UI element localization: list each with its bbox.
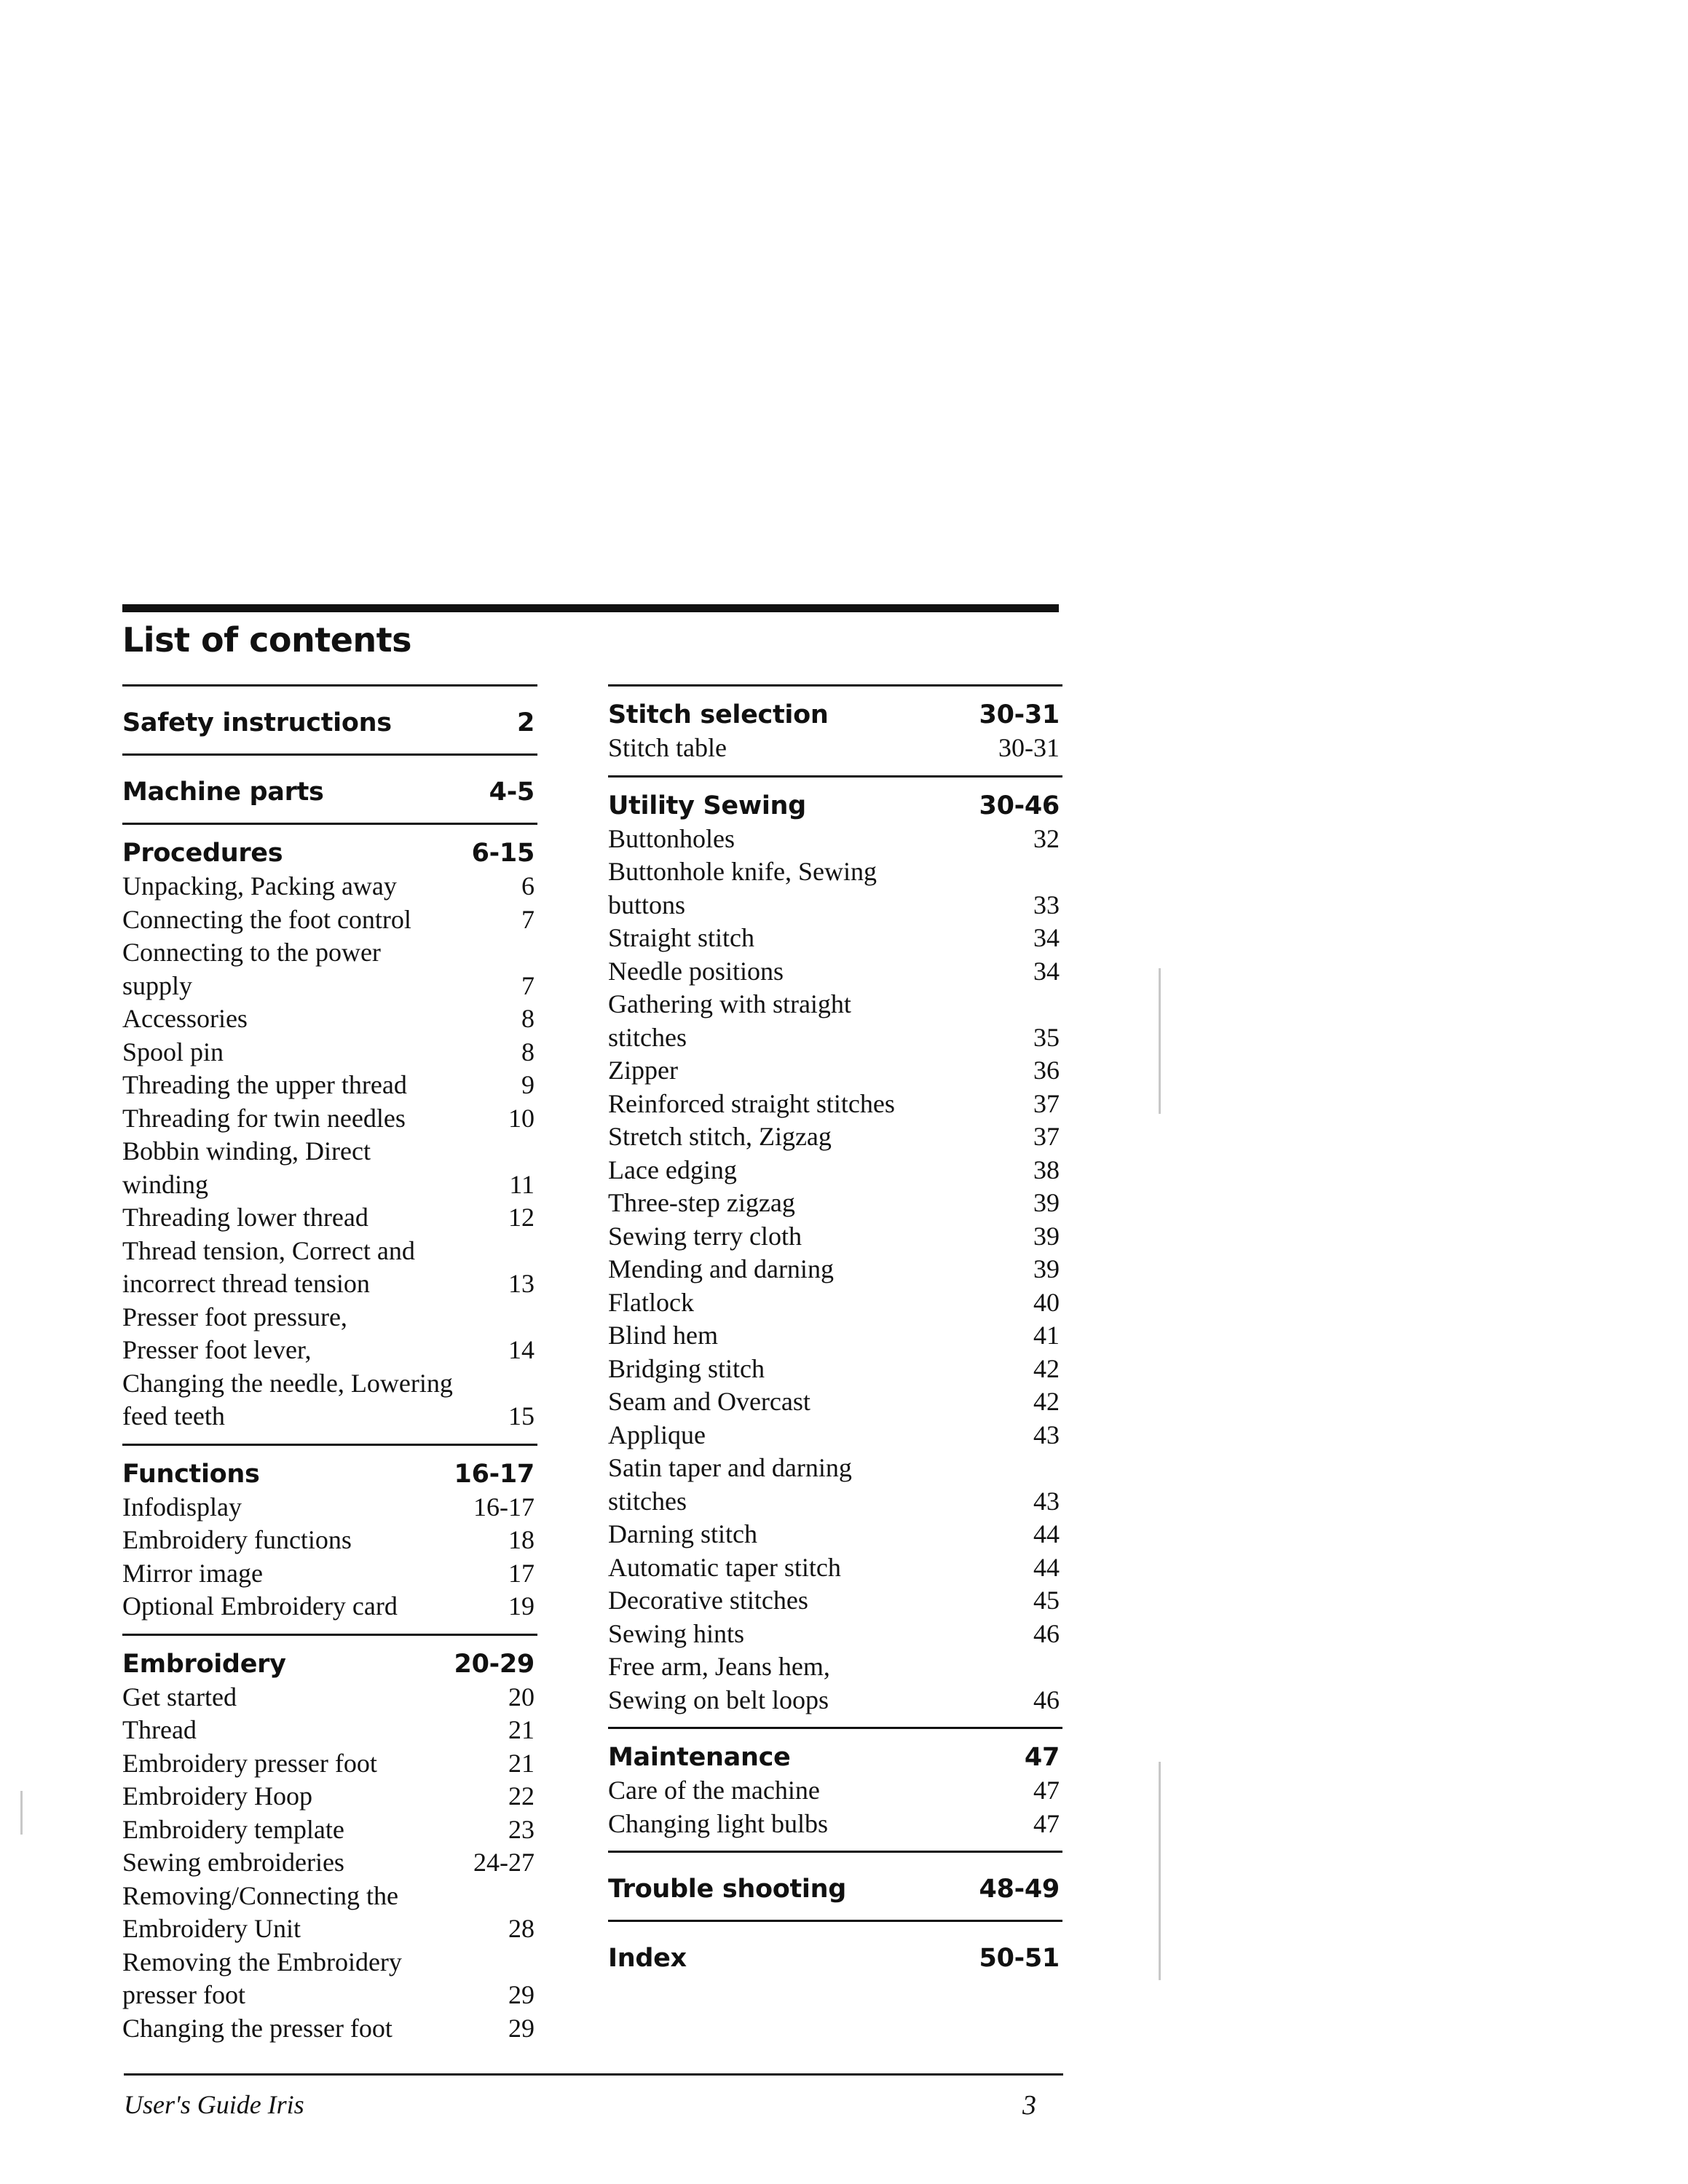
toc-entry	[608, 1452, 1062, 1518]
page-title: List of contents	[122, 620, 412, 660]
toc-section	[122, 1444, 537, 1634]
toc-entry	[122, 1201, 537, 1235]
entry-label: Buttonhole knife, Sewing buttons	[608, 857, 877, 919]
entry-page: 29	[508, 2013, 535, 2043]
toc-entry	[122, 1557, 537, 1591]
entry-page: 13	[508, 1269, 535, 1298]
toc-entry	[608, 1253, 1062, 1286]
section-entries	[608, 1774, 1062, 1851]
entry-page: 39	[1033, 1254, 1060, 1283]
toc-entry	[608, 1187, 1062, 1220]
entry-label: Bobbin winding, Direct winding	[122, 1136, 371, 1199]
entry-label: Embroidery Hoop	[122, 1781, 312, 1811]
entry-label: Changing the needle, Lowering feed teeth	[122, 1368, 453, 1431]
toc-entry	[122, 1590, 537, 1623]
left-contents-column	[122, 684, 537, 2055]
entry-page: 42	[1033, 1387, 1060, 1416]
toc-entry	[122, 1002, 537, 1036]
toc-entry	[608, 1353, 1062, 1386]
entry-label: Care of the machine	[608, 1776, 820, 1805]
entry-page: 32	[1033, 823, 1060, 853]
entry-page: 6	[521, 871, 535, 901]
entry-label: Sewing hints	[608, 1618, 745, 1648]
entry-label: Optional Embroidery card	[122, 1591, 398, 1621]
entry-page: 44	[1033, 1552, 1060, 1582]
entry-label: Accessories	[122, 1004, 248, 1033]
entry-label: Decorative stitches	[608, 1586, 808, 1615]
entry-page: 8	[521, 1004, 535, 1033]
entry-page: 37	[1033, 1122, 1060, 1151]
entry-page: 35	[1033, 1022, 1060, 1052]
section-heading	[608, 1922, 1062, 1980]
entry-page: 29	[508, 1980, 535, 2009]
entry-page: 21	[508, 1748, 535, 1778]
section-heading	[122, 1446, 537, 1491]
toc-section	[608, 775, 1062, 1728]
entry-label: Buttonholes	[608, 823, 735, 853]
entry-label: Connecting to the power supply	[122, 938, 381, 1000]
entry-page: 47	[1033, 1776, 1060, 1805]
entry-label: Infodisplay	[122, 1492, 242, 1522]
entry-label: Seam and Overcast	[608, 1387, 811, 1416]
section-title: Machine parts	[122, 778, 324, 807]
entry-label: Presser foot pressure, Presser foot lever,	[122, 1302, 347, 1364]
section-title: Trouble shooting	[608, 1875, 846, 1904]
toc-entry	[608, 1154, 1062, 1187]
entry-page: 20	[508, 1682, 535, 1712]
toc-entry	[122, 1102, 537, 1136]
toc-entry	[608, 1518, 1062, 1551]
entry-label: Embroidery template	[122, 1814, 344, 1844]
entry-page: 18	[508, 1525, 535, 1554]
section-heading	[122, 825, 537, 870]
toc-entry	[122, 903, 537, 937]
toc-entry	[122, 1491, 537, 1524]
section-heading	[122, 756, 537, 814]
section-pages: 30-31	[979, 700, 1060, 729]
toc-section	[608, 1851, 1062, 1911]
section-pages: 16-17	[454, 1459, 535, 1489]
toc-entry	[122, 1714, 537, 1747]
entry-page: 40	[1033, 1287, 1060, 1317]
entry-page: 45	[1033, 1586, 1060, 1615]
entry-label: Blind hem	[608, 1321, 718, 1350]
toc-entry	[608, 1774, 1062, 1808]
entry-label: Free arm, Jeans hem, Sewing on belt loops	[608, 1652, 830, 1714]
toc-entry	[122, 1880, 537, 1946]
entry-page: 36	[1033, 1056, 1060, 1085]
entry-page: 34	[1033, 923, 1060, 952]
toc-entry	[122, 1524, 537, 1557]
entry-page: 15	[508, 1401, 535, 1431]
entry-page: 23	[508, 1814, 535, 1844]
toc-section	[608, 1727, 1062, 1851]
toc-entry	[608, 1220, 1062, 1254]
toc-entry	[608, 855, 1062, 922]
section-title: Safety instructions	[122, 708, 392, 737]
toc-entry	[608, 988, 1062, 1054]
entry-page: 8	[521, 1037, 535, 1067]
section-pages: 30-46	[979, 791, 1060, 820]
entry-page: 39	[1033, 1188, 1060, 1217]
entry-label: Get started	[122, 1682, 237, 1712]
entry-page: 11	[509, 1169, 535, 1199]
entry-label: Needle positions	[608, 956, 784, 986]
footer-guide-title: User's Guide Iris	[124, 2090, 304, 2119]
section-pages: 50-51	[979, 1944, 1060, 1973]
entry-label: Zipper	[608, 1056, 678, 1085]
entry-label: Thread tension, Correct and incorrect thread tension	[122, 1235, 415, 1298]
toc-entry	[122, 870, 537, 903]
entry-label: Sewing terry cloth	[608, 1221, 802, 1251]
toc-section	[122, 753, 537, 814]
section-entries	[122, 1491, 537, 1634]
entry-label: Stitch table	[608, 733, 727, 762]
section-entries	[608, 732, 1062, 775]
entry-label: Darning stitch	[608, 1519, 757, 1548]
toc-entry	[608, 1088, 1062, 1121]
entry-page: 38	[1033, 1155, 1060, 1184]
entry-label: Spool pin	[122, 1037, 224, 1067]
toc-entry	[122, 1301, 537, 1367]
section-pages: 6-15	[471, 839, 535, 868]
toc-section	[608, 1920, 1062, 1980]
entry-label: Unpacking, Packing away	[122, 871, 397, 901]
entry-label: Satin taper and darning stitches	[608, 1453, 852, 1516]
entry-label: Mending and darning	[608, 1254, 834, 1283]
entry-page: 21	[508, 1715, 535, 1744]
section-heading	[608, 1729, 1062, 1774]
toc-entry	[608, 1650, 1062, 1717]
toc-section	[608, 684, 1062, 775]
toc-entry	[122, 1036, 537, 1069]
toc-entry	[608, 1120, 1062, 1154]
section-pages: 48-49	[979, 1875, 1060, 1904]
entry-label: Gathering with straight stitches	[608, 989, 851, 1052]
entry-page: 37	[1033, 1088, 1060, 1118]
toc-entry	[122, 1367, 537, 1433]
toc-entry	[608, 922, 1062, 955]
section-title: Index	[608, 1944, 687, 1973]
toc-section	[122, 823, 537, 1444]
entry-page: 34	[1033, 956, 1060, 986]
title-rule	[122, 604, 1059, 612]
toc-entry	[122, 1681, 537, 1714]
toc-section	[122, 684, 537, 745]
section-title: Stitch selection	[608, 700, 829, 729]
scan-artifact	[20, 1791, 23, 1835]
entry-label: Reinforced straight stitches	[608, 1088, 895, 1118]
entry-label: Removing/Connecting the Embroidery Unit	[122, 1880, 398, 1943]
entry-page: 43	[1033, 1486, 1060, 1516]
entry-label: Threading for twin needles	[122, 1103, 406, 1133]
entry-page: 47	[1033, 1808, 1060, 1838]
section-title: Embroidery	[122, 1649, 286, 1679]
section-entries	[608, 823, 1062, 1728]
entry-page: 42	[1033, 1353, 1060, 1383]
entry-label: Mirror image	[122, 1558, 263, 1588]
right-contents-column	[608, 684, 1062, 1989]
section-heading	[122, 1636, 537, 1681]
entry-page: 46	[1033, 1685, 1060, 1714]
entry-page: 39	[1033, 1221, 1060, 1251]
footer-rule	[124, 2073, 1063, 2076]
toc-entry	[122, 1235, 537, 1301]
entry-label: Embroidery presser foot	[122, 1748, 377, 1778]
toc-entry	[608, 1319, 1062, 1353]
entry-label: Thread	[122, 1715, 197, 1744]
entry-label: Connecting the foot control	[122, 904, 411, 934]
entry-label: Three-step zigzag	[608, 1188, 795, 1217]
section-pages: 20-29	[454, 1649, 535, 1679]
entry-page: 43	[1033, 1420, 1060, 1449]
scan-artifact	[1159, 1762, 1161, 1980]
toc-entry	[122, 1135, 537, 1201]
section-title: Utility Sewing	[608, 791, 806, 820]
entry-page: 10	[508, 1103, 535, 1133]
section-pages: 2	[516, 708, 535, 737]
entry-label: Threading the upper thread	[122, 1070, 407, 1099]
toc-entry	[608, 1385, 1062, 1419]
section-heading	[608, 687, 1062, 732]
toc-section	[122, 1634, 537, 2056]
footer-page-number: 3	[1022, 2090, 1036, 2121]
toc-entry	[608, 1551, 1062, 1585]
toc-entry	[608, 1054, 1062, 1088]
entry-label: Threading lower thread	[122, 1203, 368, 1232]
toc-entry	[122, 1946, 537, 2012]
toc-entry	[122, 2012, 537, 2046]
toc-entry	[122, 1813, 537, 1847]
section-entries	[122, 1681, 537, 2056]
entry-page: 28	[508, 1914, 535, 1943]
entry-label: Sewing embroideries	[122, 1848, 344, 1877]
toc-entry	[608, 1808, 1062, 1841]
entry-label: Removing the Embroidery presser foot	[122, 1947, 402, 2009]
entry-label: Bridging stitch	[608, 1353, 765, 1383]
entry-page: 46	[1033, 1618, 1060, 1648]
entry-page: 9	[521, 1070, 535, 1099]
entry-page: 12	[508, 1203, 535, 1232]
section-entries	[122, 870, 537, 1444]
section-title: Functions	[122, 1459, 260, 1489]
entry-page: 7	[521, 904, 535, 934]
toc-entry	[608, 955, 1062, 989]
toc-entry	[608, 1419, 1062, 1452]
section-heading	[608, 1853, 1062, 1911]
scan-artifact	[1159, 968, 1161, 1114]
section-heading	[122, 687, 537, 745]
entry-page: 16-17	[473, 1492, 535, 1522]
entry-page: 17	[508, 1558, 535, 1588]
entry-label: Changing light bulbs	[608, 1808, 829, 1838]
entry-label: Embroidery functions	[122, 1525, 352, 1554]
entry-page: 44	[1033, 1519, 1060, 1548]
entry-page: 41	[1033, 1321, 1060, 1350]
section-pages: 4-5	[489, 778, 535, 807]
toc-entry	[122, 1747, 537, 1781]
toc-entry	[122, 936, 537, 1002]
entry-page: 22	[508, 1781, 535, 1811]
entry-label: Stretch stitch, Zigzag	[608, 1122, 832, 1151]
entry-label: Flatlock	[608, 1287, 694, 1317]
toc-entry	[122, 1780, 537, 1813]
toc-entry	[608, 823, 1062, 856]
entry-page: 24-27	[473, 1848, 535, 1877]
entry-page: 19	[508, 1591, 535, 1621]
entry-label: Changing the presser foot	[122, 2013, 393, 2043]
toc-entry	[122, 1069, 537, 1102]
entry-label: Automatic taper stitch	[608, 1552, 841, 1582]
section-heading	[608, 778, 1062, 823]
entry-page: 30-31	[998, 733, 1060, 762]
toc-entry	[608, 1618, 1062, 1651]
toc-entry	[122, 1846, 537, 1880]
toc-entry	[608, 1286, 1062, 1320]
entry-page: 33	[1033, 890, 1060, 919]
entry-page: 14	[508, 1335, 535, 1364]
entry-label: Applique	[608, 1420, 706, 1449]
section-title: Maintenance	[608, 1743, 791, 1772]
toc-entry	[608, 732, 1062, 765]
toc-entry	[608, 1584, 1062, 1618]
entry-label: Straight stitch	[608, 923, 754, 952]
section-title: Procedures	[122, 839, 283, 868]
entry-label: Lace edging	[608, 1155, 737, 1184]
entry-page: 7	[521, 970, 535, 1000]
section-pages: 47	[1024, 1743, 1060, 1772]
